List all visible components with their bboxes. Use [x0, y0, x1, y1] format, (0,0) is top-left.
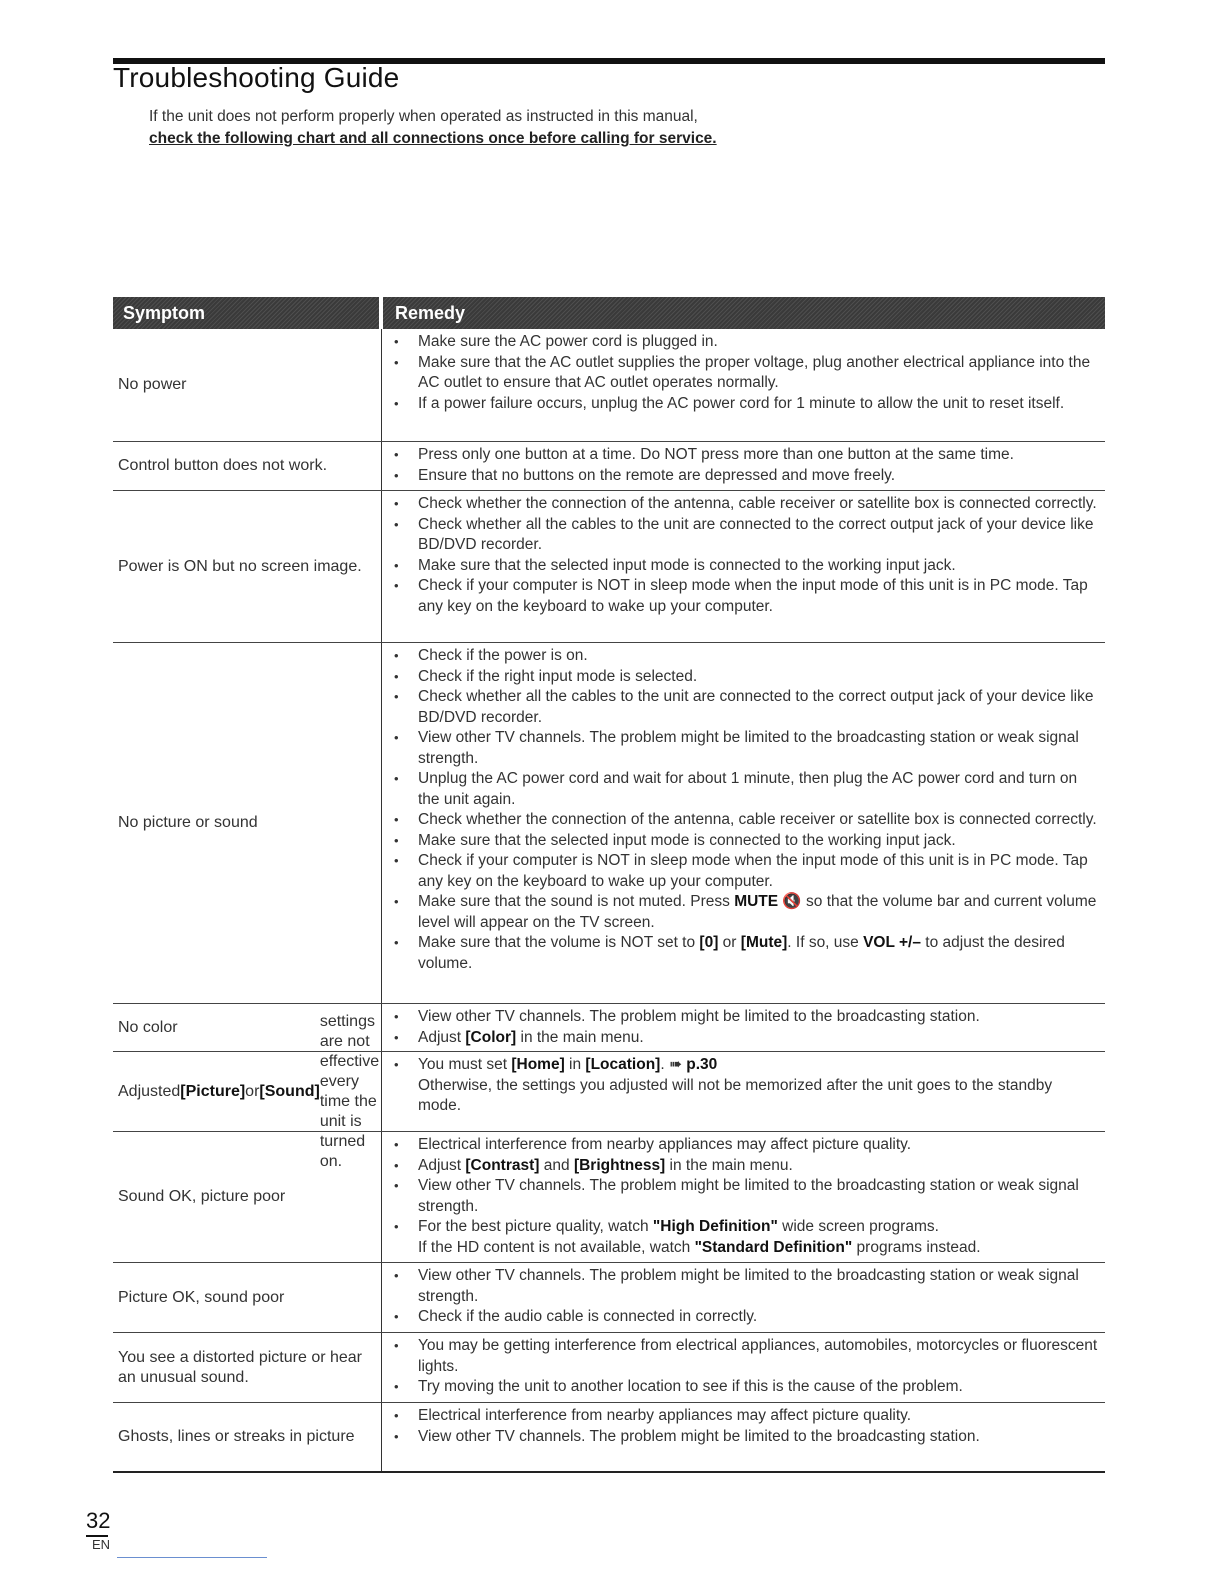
- remedy-list: [390, 494, 1099, 617]
- table-row: [113, 442, 1105, 491]
- remedy-item: • Electrical interference from nearby appliances may affect picture quality.: [390, 1135, 1099, 1156]
- troubleshooting-table: [113, 297, 1105, 1473]
- remedy-item: • Check if the audio cable is connected in correctly.: [390, 1307, 1099, 1328]
- symptom-cell: Control button does not work.: [113, 442, 382, 490]
- symptom-cell: No color: [113, 1004, 382, 1051]
- table-row: [113, 1403, 1105, 1473]
- remedy-item: • Make sure that the selected input mode is connected to the working input jack.: [390, 556, 1099, 577]
- remedy-cell: [382, 1403, 1105, 1471]
- remedy-item: • You may be getting interference from electrical appliances, automobiles, motorcycles or fluorescent lights.: [390, 1336, 1099, 1377]
- footer-line: [117, 1557, 267, 1558]
- table-row: [113, 1132, 1105, 1263]
- table-row: [113, 1004, 1105, 1052]
- remedy-item: • View other TV channels. The problem might be limited to the broadcasting station.: [390, 1007, 1099, 1028]
- remedy-item: • Electrical interference from nearby appliances may affect picture quality.: [390, 1406, 1099, 1427]
- remedy-list: [390, 445, 1099, 486]
- table-header: [113, 297, 1105, 329]
- remedy-item: • For the best picture quality, watch "High Definition" wide screen programs.: [390, 1217, 1099, 1238]
- page-language: EN: [92, 1537, 111, 1552]
- remedy-item: • Check whether the connection of the antenna, cable receiver or satellite box is connected correctly.: [390, 494, 1099, 515]
- remedy-item: • Adjust [Contrast] and [Brightness] in the main menu.: [390, 1156, 1099, 1177]
- remedy-list: [390, 1055, 1099, 1117]
- table-row: [113, 491, 1105, 643]
- symptom-cell: Ghosts, lines or streaks in picture: [113, 1403, 382, 1471]
- remedy-cell: [382, 329, 1105, 441]
- table-body: [113, 329, 1105, 1473]
- symptom-cell: Picture OK, sound poor: [113, 1263, 382, 1332]
- symptom-cell: Sound OK, picture poor: [113, 1132, 382, 1262]
- remedy-item: • Press only one button at a time. Do NOT press more than one button at the same time.: [390, 445, 1099, 466]
- remedy-item: • If a power failure occurs, unplug the AC power cord for 1 minute to allow the unit to reset itself.: [390, 394, 1099, 415]
- remedy-item: • You must set [Home] in [Location]. ➠ p.30: [390, 1055, 1099, 1076]
- remedy-item: • View other TV channels. The problem might be limited to the broadcasting station or weak signal strength.: [390, 1176, 1099, 1217]
- remedy-list: [390, 332, 1099, 414]
- remedy-cell: [382, 1004, 1105, 1051]
- remedy-cell: [382, 643, 1105, 1003]
- table-row: [113, 1333, 1105, 1403]
- remedy-cell: [382, 1132, 1105, 1262]
- table-row: [113, 1263, 1105, 1333]
- remedy-item: • Try moving the unit to another location to see if this is the cause of the problem.: [390, 1377, 1099, 1398]
- remedy-continuation: Otherwise, the settings you adjusted will not be memorized after the unit goes to the standby mode.: [418, 1076, 1053, 1114]
- remedy-item: • Make sure that the AC outlet supplies the proper voltage, plug another electrical appliance into the AC outlet to ensure that AC outlet operates normally.: [390, 353, 1099, 394]
- remedy-item: • Check if your computer is NOT in sleep mode when the input mode of this unit is in PC mode. Tap any key on the keyboard to wake up your computer.: [390, 576, 1099, 617]
- remedy-cell: [382, 1263, 1105, 1332]
- table-row: [113, 643, 1105, 1004]
- symptom-cell: You see a distorted picture or hear an unusual sound.: [113, 1333, 382, 1402]
- remedy-item: • View other TV channels. The problem might be limited to the broadcasting station or weak signal strength.: [390, 728, 1099, 769]
- remedy-item: • View other TV channels. The problem might be limited to the broadcasting station or weak signal strength.: [390, 1266, 1099, 1307]
- intro-text: [149, 106, 717, 150]
- remedy-list: [390, 646, 1099, 974]
- remedy-item: • Check if your computer is NOT in sleep mode when the input mode of this unit is in PC mode. Tap any key on the keyboard to wake up your computer.: [390, 851, 1099, 892]
- remedy-item: • Make sure that the sound is not muted. Press MUTE 🔇 so that the volume bar and current volume level will appear on the TV screen.: [390, 892, 1099, 933]
- remedy-item: • Make sure that the selected input mode is connected to the working input jack.: [390, 831, 1099, 852]
- remedy-list: [390, 1135, 1099, 1258]
- symptom-cell: No picture or sound: [113, 643, 382, 1003]
- page-title: Troubleshooting Guide: [113, 62, 400, 93]
- remedy-item: • View other TV channels. The problem might be limited to the broadcasting station.: [390, 1427, 1099, 1448]
- remedy-continuation: If the HD content is not available, watch "Standard Definition" programs instead.: [418, 1238, 981, 1256]
- remedy-item: • Ensure that no buttons on the remote are depressed and move freely.: [390, 466, 1099, 487]
- remedy-item: • Check if the right input mode is selected.: [390, 667, 1099, 688]
- symptom-cell: Power is ON but no screen image.: [113, 491, 382, 642]
- table-row: [113, 329, 1105, 442]
- remedy-item: • Check whether all the cables to the unit are connected to the correct output jack of your device like BD/DVD recorder.: [390, 687, 1099, 728]
- remedy-item: • Unplug the AC power cord and wait for about 1 minute, then plug the AC power cord and turn on the unit again.: [390, 769, 1099, 810]
- remedy-item: • Check if the power is on.: [390, 646, 1099, 667]
- intro-line-2: check the following chart and all connections once before calling for service.: [149, 130, 717, 147]
- remedy-item: • Check whether all the cables to the unit are connected to the correct output jack of your device like BD/DVD recorder.: [390, 515, 1099, 556]
- symptom-cell: Adjusted [Picture] or [Sound] settings are not effective every time the unit is turned on.: [113, 1052, 382, 1131]
- remedy-cell: [382, 442, 1105, 490]
- symptom-cell: No power: [113, 329, 382, 441]
- remedy-item: • Make sure the AC power cord is plugged in.: [390, 332, 1099, 353]
- remedy-cell: [382, 1052, 1105, 1131]
- remedy-list: [390, 1336, 1099, 1398]
- remedy-item: • Adjust [Color] in the main menu.: [390, 1028, 1099, 1049]
- remedy-list: [390, 1406, 1099, 1447]
- remedy-item: • Check whether the connection of the antenna, cable receiver or satellite box is connected correctly.: [390, 810, 1099, 831]
- header-symptom: Symptom: [113, 297, 379, 329]
- remedy-item: • Make sure that the volume is NOT set to [0] or [Mute]. If so, use VOL +/– to adjust the desired volume.: [390, 933, 1099, 974]
- remedy-cell: [382, 1333, 1105, 1402]
- remedy-list: [390, 1007, 1099, 1048]
- remedy-list: [390, 1266, 1099, 1328]
- page-number: 32: [86, 1508, 108, 1537]
- header-remedy: Remedy: [383, 297, 1105, 329]
- remedy-cell: [382, 491, 1105, 642]
- intro-line-1: If the unit does not perform properly when operated as instructed in this manual,: [149, 108, 698, 125]
